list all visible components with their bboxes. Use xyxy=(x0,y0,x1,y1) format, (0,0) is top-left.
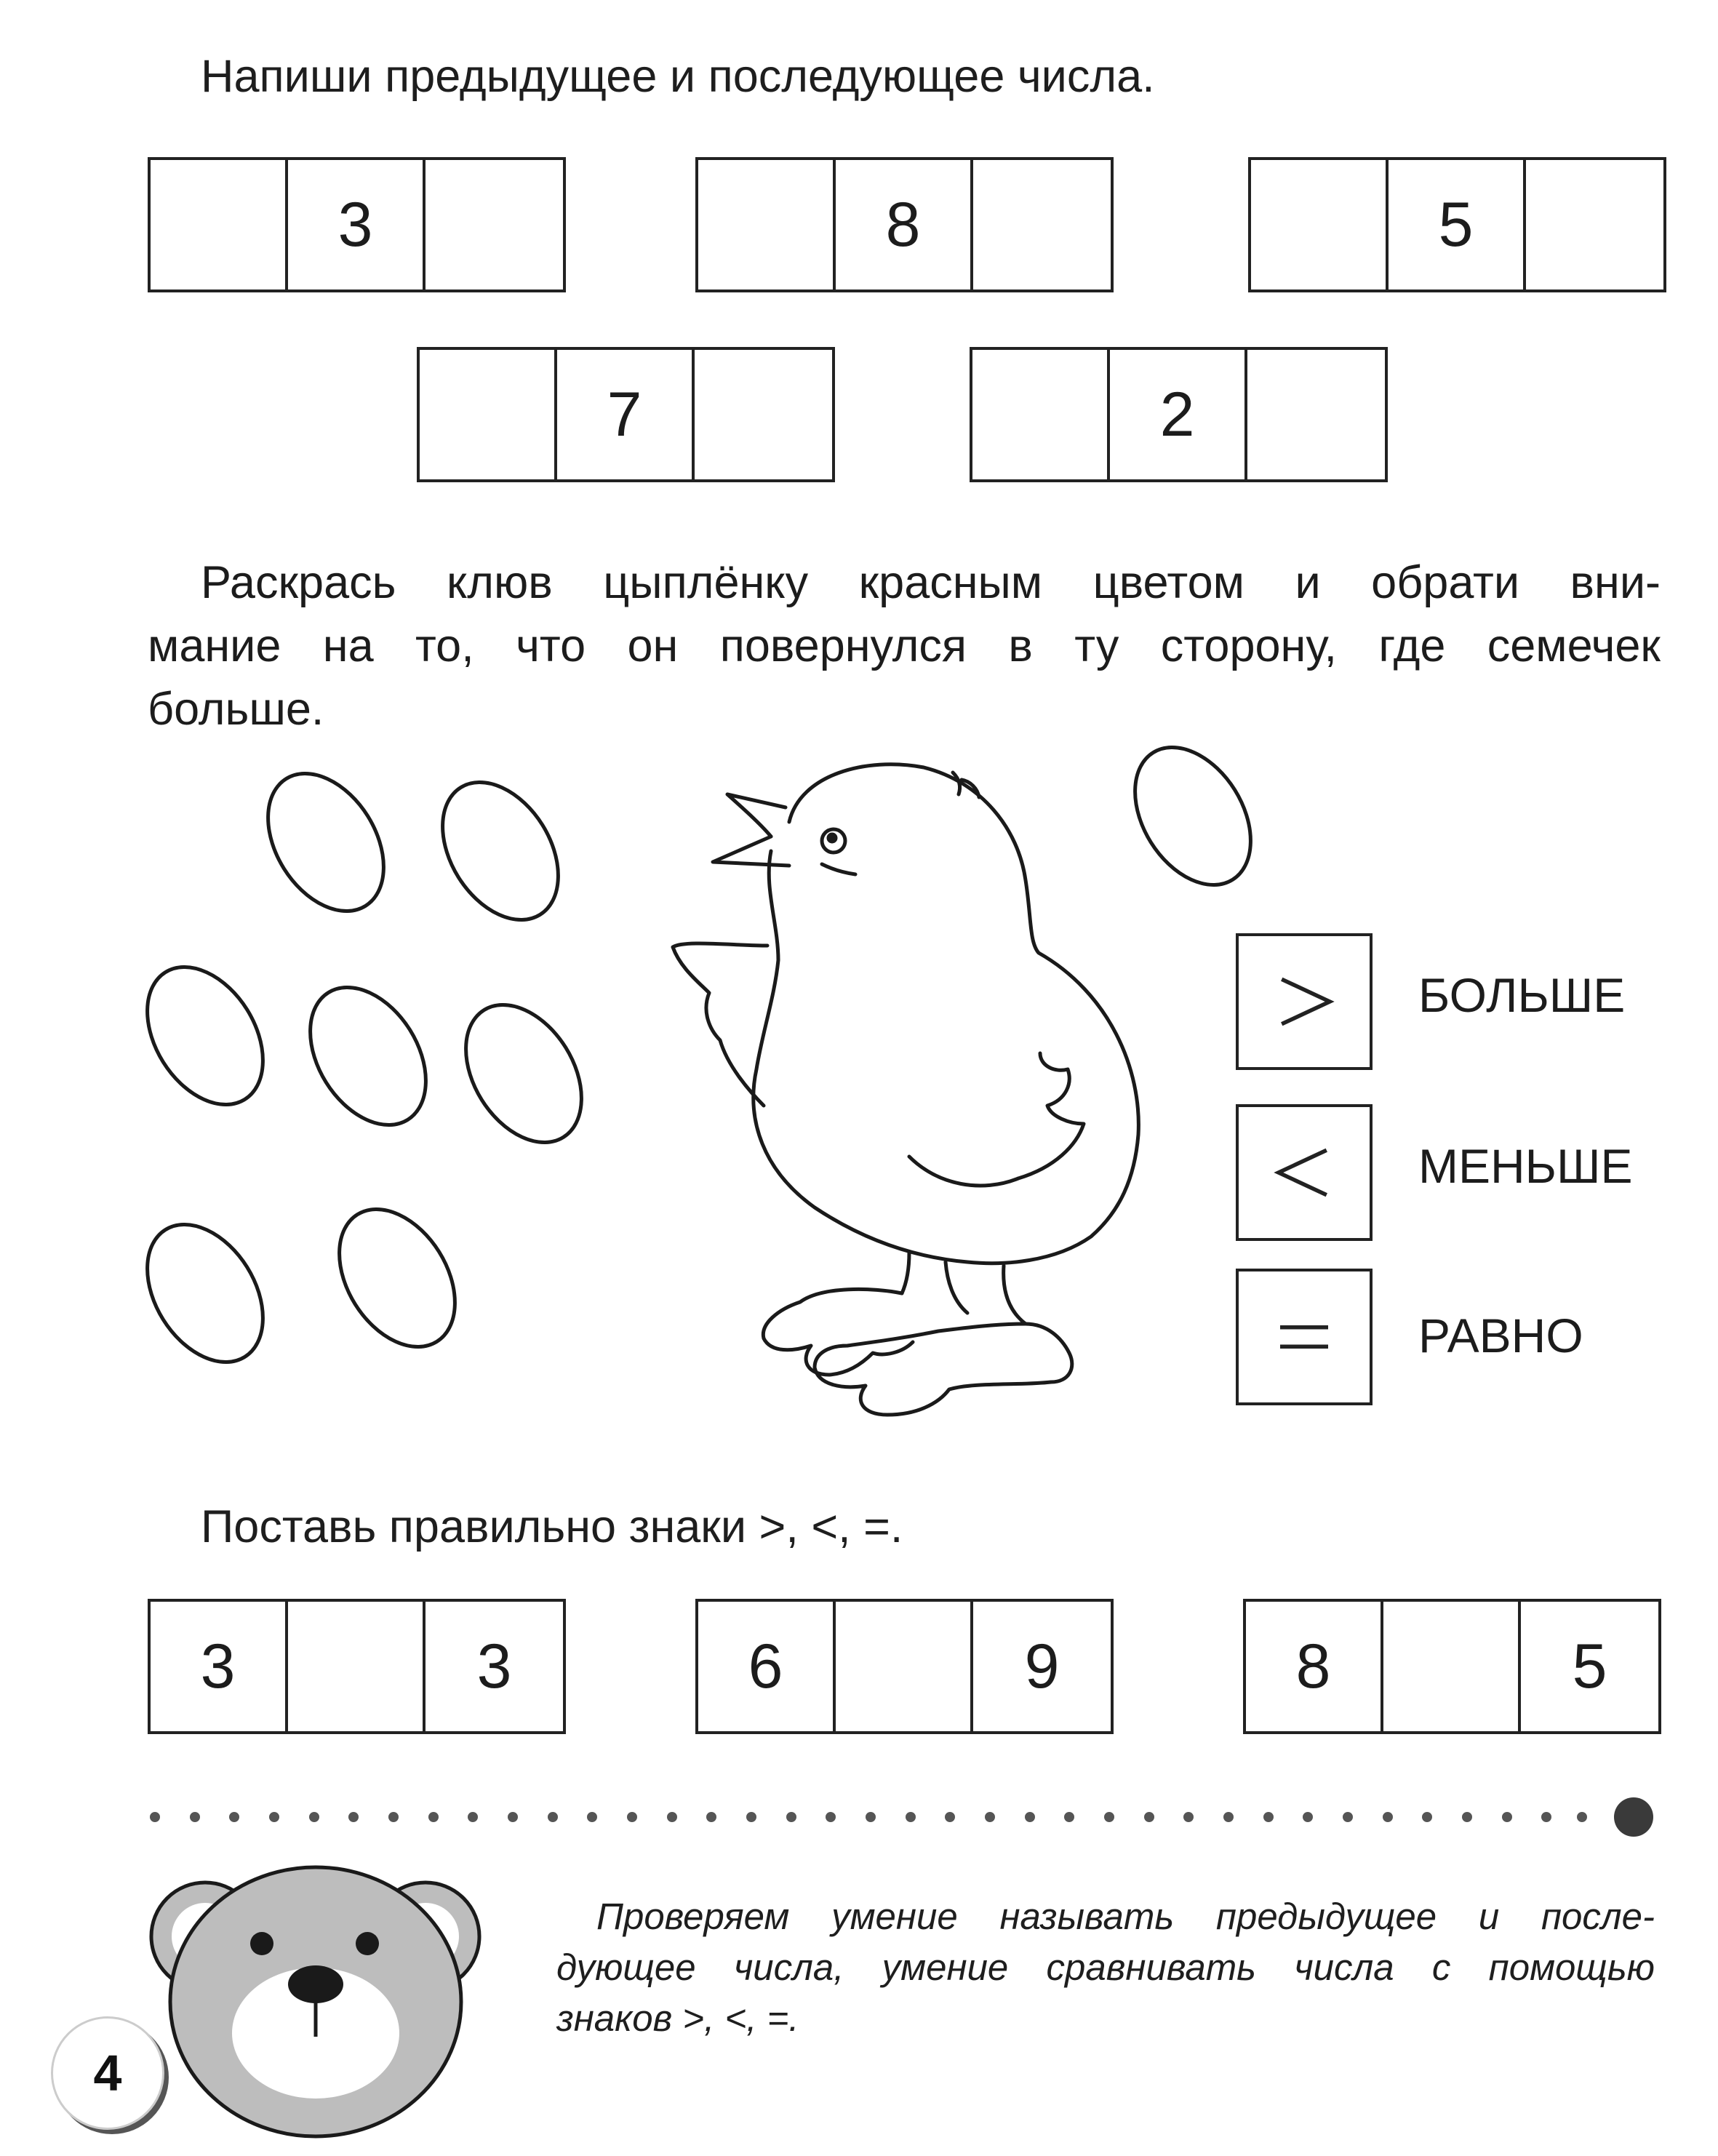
comparison-group-3 xyxy=(1243,1599,1661,1734)
seed-icon xyxy=(124,946,287,1126)
comparison-group-2 xyxy=(695,1599,1114,1734)
given-number: 5 xyxy=(1389,160,1526,290)
chick-icon xyxy=(673,764,1138,1415)
less-than-label: МЕНЬШЕ xyxy=(1418,1139,1633,1193)
greater-than-label: БОЛЬШЕ xyxy=(1418,968,1626,1022)
given-number: 7 xyxy=(557,350,695,479)
seed-icon xyxy=(419,762,582,941)
less-than-sign-box xyxy=(1236,1104,1373,1241)
note-line-1: Проверяем умение называть предыдущее и после- xyxy=(596,1896,1655,1937)
right-number: 5 xyxy=(1572,1631,1607,1701)
sign-input[interactable] xyxy=(288,1602,425,1731)
task2-line-1: Раскрась клюв цыплёнку красным цветом и обрати вни- xyxy=(201,557,1661,608)
seed-icon xyxy=(124,1204,287,1384)
bear-icon xyxy=(151,1867,479,2136)
sign-input[interactable] xyxy=(836,1602,973,1731)
sign-input[interactable] xyxy=(1383,1602,1521,1731)
teacher-note xyxy=(556,1891,1655,2044)
note-line-3: знаков >, <, =. xyxy=(556,1997,799,2039)
seed-icon xyxy=(244,753,407,933)
equals-label: РАВНО xyxy=(1418,1309,1583,1362)
given-number: 2 xyxy=(1110,350,1247,479)
seed-icon xyxy=(442,984,605,1164)
given-number: 8 xyxy=(836,160,973,290)
task1-instruction: Напиши предыдущее и последующее числа. xyxy=(201,51,1155,102)
less-than-icon xyxy=(1264,1133,1344,1213)
equals-icon xyxy=(1264,1297,1344,1377)
seed-icon xyxy=(1111,727,1274,906)
right-number: 9 xyxy=(1024,1631,1060,1701)
given-number: 3 xyxy=(288,160,425,290)
seed-icon xyxy=(287,967,450,1146)
task3-instruction: Поставь правильно знаки >, <, =. xyxy=(201,1501,903,1552)
left-number: 6 xyxy=(698,1602,836,1731)
task2-line-2: мание на то, что он повернулся в ту сторону, где семечек xyxy=(148,620,1661,671)
right-number: 3 xyxy=(476,1631,512,1701)
comparison-group-1 xyxy=(148,1599,566,1734)
note-line-2: дующее числа, умение сравнивать числа с помощью xyxy=(556,1947,1655,1988)
seed-icon xyxy=(316,1189,479,1368)
dotted-divider xyxy=(150,1797,1653,1837)
left-number: 3 xyxy=(151,1602,288,1731)
left-number: 8 xyxy=(1246,1602,1383,1731)
task2-line-3: больше. xyxy=(148,684,324,735)
page-number: 4 xyxy=(51,2016,164,2130)
greater-than-sign-box xyxy=(1236,933,1373,1070)
greater-than-icon xyxy=(1264,962,1344,1042)
equals-sign-box xyxy=(1236,1269,1373,1405)
